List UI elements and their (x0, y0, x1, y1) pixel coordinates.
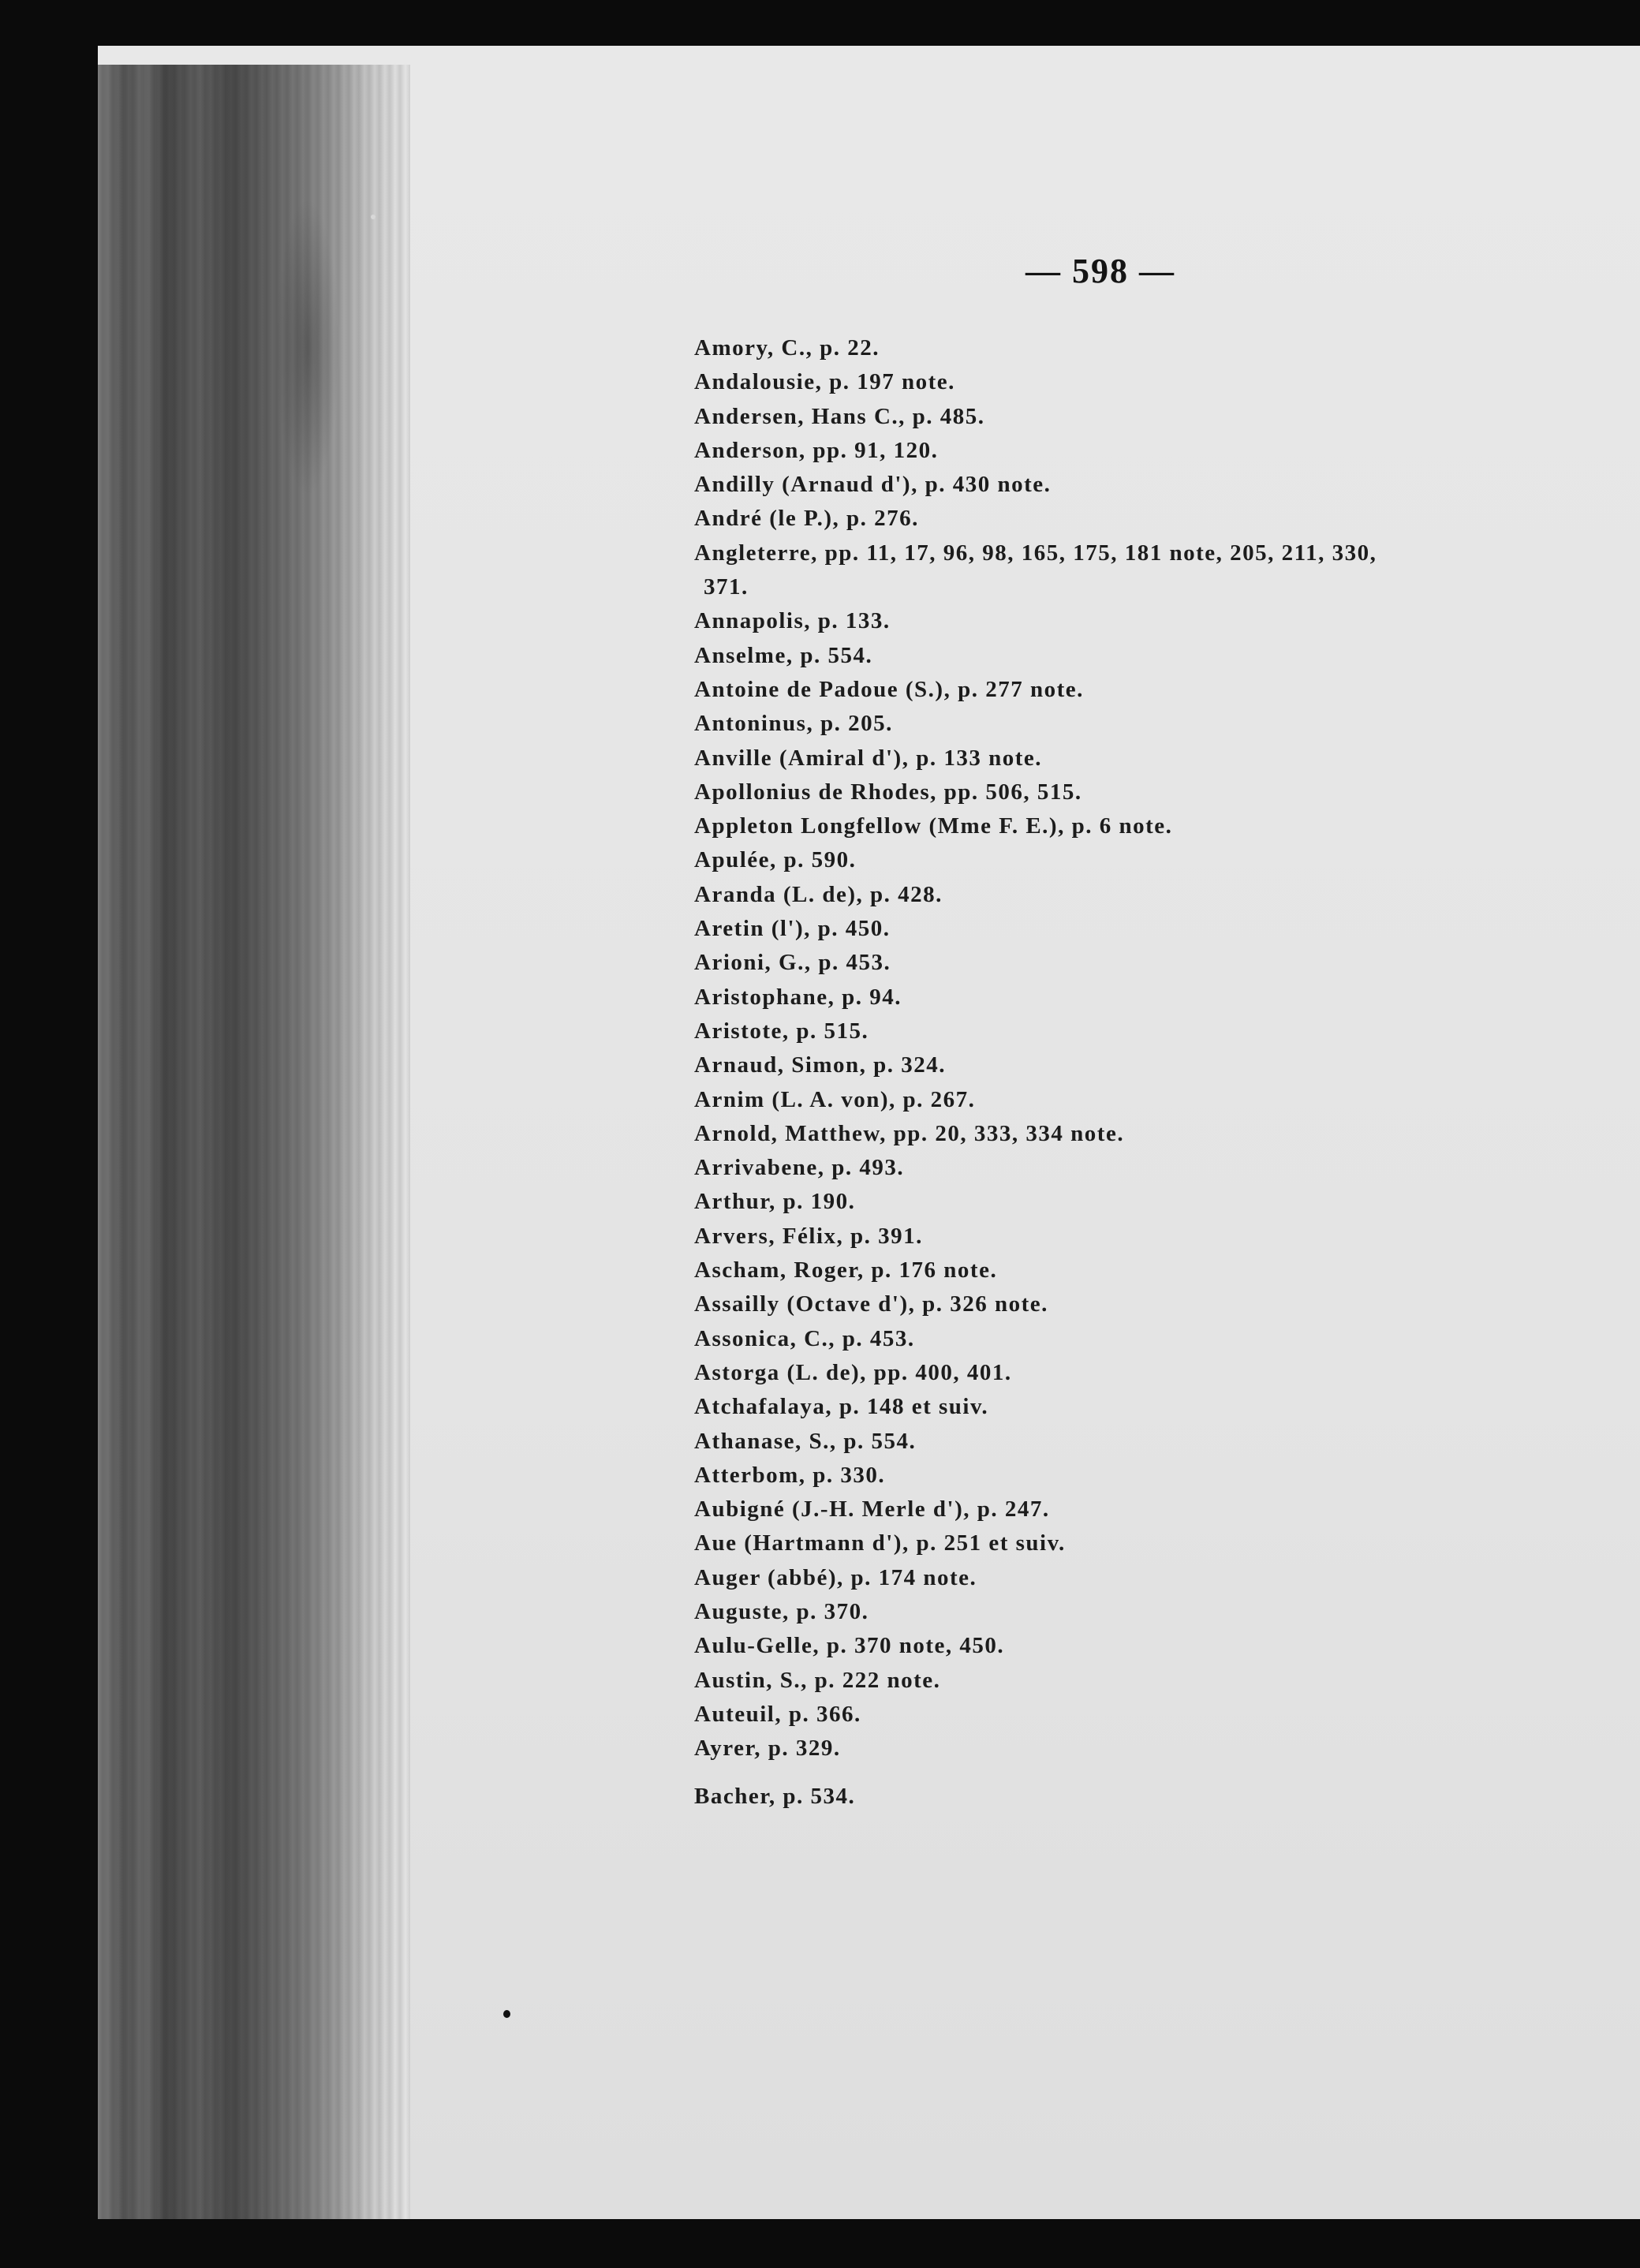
index-entry: Assonica, C., p. 453. (694, 1325, 915, 1351)
index-entry: Assailly (Octave d'), p. 326 note. (694, 1291, 1048, 1317)
index-entry: Anville (Amiral d'), p. 133 note. (694, 745, 1042, 771)
index-entry: Aristophane, p. 94. (694, 984, 902, 1010)
index-entry: Atchafalaya, p. 148 et suiv. (694, 1394, 989, 1420)
index-entry: Atterbom, p. 330. (694, 1462, 886, 1488)
index-entry: Antoine de Padoue (S.), p. 277 note. (694, 676, 1084, 702)
index-entry: Arrivabene, p. 493. (694, 1155, 905, 1181)
index-entry: Austin, S., p. 222 note. (694, 1667, 941, 1693)
index-entry: Aue (Hartmann d'), p. 251 et suiv. (694, 1530, 1066, 1556)
page-number: — 598 — (1025, 252, 1175, 290)
index-entry: Arioni, G., p. 453. (694, 950, 891, 976)
index-entry: Aranda (L. de), p. 428. (694, 881, 943, 907)
index-entry: Auguste, p. 370. (694, 1598, 869, 1624)
index-entry: André (le P.), p. 276. (694, 506, 919, 532)
index-entry: Auteuil, p. 366. (694, 1701, 861, 1727)
index-entry: Ayrer, p. 329. (694, 1736, 841, 1762)
index-entry: Astorga (L. de), pp. 400, 401. (694, 1359, 1012, 1385)
index-entry: Arnaud, Simon, p. 324. (694, 1052, 947, 1078)
index-entry: Apulée, p. 590. (694, 847, 857, 873)
index-entry: Bacher, p. 534. (694, 1784, 856, 1810)
index-entry: Amory, C., p. 22. (694, 335, 880, 361)
ink-dot (503, 2010, 510, 2018)
index-entry: Arnim (L. A. von), p. 267. (694, 1086, 976, 1112)
index-entry: Appleton Longfellow (Mme F. E.), p. 6 note. (694, 813, 1173, 839)
index-entry: Anselme, p. 554. (694, 642, 873, 668)
binding-stain (276, 197, 339, 497)
index-entry: Arthur, p. 190. (694, 1189, 856, 1215)
index-entry: Annapolis, p. 133. (694, 608, 891, 634)
index-entry: Aretin (l'), p. 450. (694, 916, 891, 942)
index-entry: Arvers, Félix, p. 391. (694, 1223, 923, 1249)
index-entry: Aristote, p. 515. (694, 1018, 869, 1044)
paper-speck (371, 215, 375, 219)
index-entry: Athanase, S., p. 554. (694, 1428, 917, 1454)
binding-shadow (98, 65, 410, 2219)
index-list (694, 331, 1570, 1814)
index-entry: Arnold, Matthew, pp. 20, 333, 334 note. (694, 1120, 1125, 1146)
index-entry: Andalousie, p. 197 note. (694, 369, 955, 395)
index-entry: Aubigné (J.-H. Merle d'), p. 247. (694, 1496, 1050, 1523)
index-entry: Ascham, Roger, p. 176 note. (694, 1257, 998, 1283)
index-entry: Auger (abbé), p. 174 note. (694, 1564, 977, 1590)
index-entry: Apollonius de Rhodes, pp. 506, 515. (694, 779, 1082, 805)
index-entry: Aulu-Gelle, p. 370 note, 450. (694, 1633, 1005, 1659)
index-entry: Antoninus, p. 205. (694, 711, 893, 737)
index-entry: Andersen, Hans C., p. 485. (694, 403, 985, 429)
index-entry: Andilly (Arnaud d'), p. 430 note. (694, 472, 1052, 498)
index-entry: Anderson, pp. 91, 120. (694, 437, 939, 463)
index-entry-continuation: 371. (704, 574, 749, 600)
index-entry: Angleterre, pp. 11, 17, 96, 98, 165, 175, 181 note, 205, 211, 330, (694, 540, 1377, 566)
